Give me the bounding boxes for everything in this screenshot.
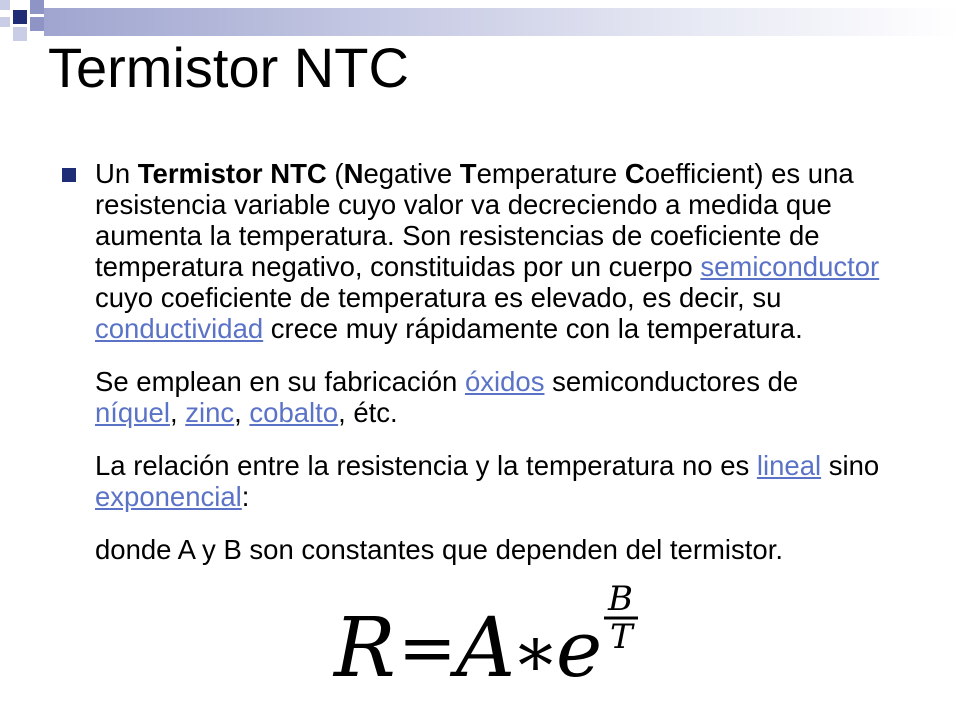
text: , étc. <box>338 397 398 428</box>
text: crece muy rápidamente con la temperatura. <box>263 313 803 344</box>
text: La relación entre la resistencia y la temperatura no es <box>95 450 757 481</box>
text: : <box>241 481 250 512</box>
deco-square-light <box>0 0 10 10</box>
link-zinc[interactable]: zinc <box>185 397 235 428</box>
deco-square-mid <box>30 17 44 31</box>
text: cuyo coeficiente de temperatura es elevado, es decir, su <box>95 282 782 313</box>
bold-term: Termistor NTC <box>137 158 327 189</box>
link-conductividad[interactable]: conductividad <box>95 313 264 344</box>
link-semiconductor[interactable]: semiconductor <box>700 251 880 282</box>
link-exponencial[interactable]: exponencial <box>95 481 242 512</box>
slide-title: Termistor NTC <box>48 36 409 99</box>
formula-equals: = <box>398 607 457 688</box>
text: semiconductores de <box>544 366 799 397</box>
formula-exp-B: B <box>608 579 633 619</box>
formula-times: * <box>518 625 553 688</box>
formula-image <box>330 578 650 688</box>
deco-square-light <box>0 17 10 27</box>
link-niquel[interactable]: níquel <box>95 397 170 428</box>
text: , <box>169 397 186 428</box>
formula-A: A <box>456 601 516 688</box>
text: sino <box>821 450 880 481</box>
text: oefficient) es una resistencia variable cuyo valor va decreciendo a medida que aumenta la temperatura. Son resistencias de coeficiente de temperatura negativo, constituidas por un cuerpo <box>95 158 854 282</box>
text: Se emplean en su fabricación <box>95 366 465 397</box>
bold-letter: N <box>343 158 364 189</box>
text: , <box>234 397 250 428</box>
paragraph-constants: donde A y B son constantes que dependen del termistor. <box>95 534 783 565</box>
text: ( <box>326 158 344 189</box>
deco-square-light <box>13 27 27 41</box>
text: Un <box>95 158 138 189</box>
paragraph-fabrication <box>95 366 885 428</box>
text: egative <box>363 158 460 189</box>
paragraph-relation <box>95 450 885 512</box>
header-gradient-bar <box>44 8 960 36</box>
deco-square-mid <box>30 0 44 14</box>
formula-e: e <box>556 605 603 688</box>
bullet-square-icon <box>62 168 76 182</box>
paragraph-definition <box>95 158 885 344</box>
link-oxidos[interactable]: óxidos <box>464 366 545 397</box>
deco-square-dark <box>13 10 27 24</box>
text: emperature <box>476 158 625 189</box>
formula-exp-T: T <box>610 617 633 657</box>
bold-letter: T <box>459 158 477 189</box>
formula-R: R <box>334 601 396 688</box>
bold-letter: C <box>624 158 645 189</box>
link-lineal[interactable]: lineal <box>756 450 822 481</box>
slide-body <box>95 158 885 565</box>
link-cobalto[interactable]: cobalto <box>249 397 339 428</box>
